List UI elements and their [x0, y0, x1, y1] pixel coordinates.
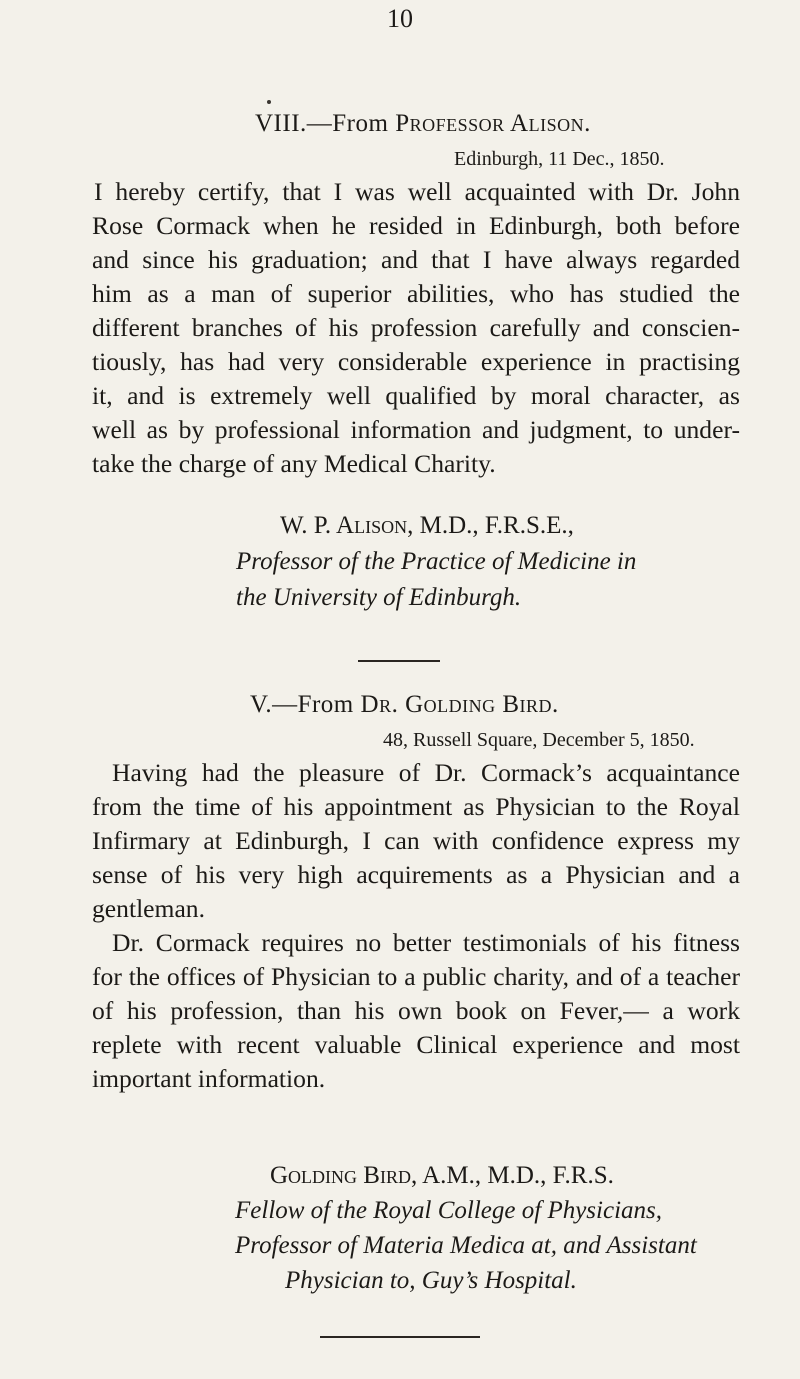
signature-alison: W. P. Alison, M.D., F.R.S.E., [280, 512, 574, 539]
letter-body-bird [92, 756, 740, 1096]
text-line: Having had the pleasure of Dr. Cormack’s acquaintance [112, 758, 740, 787]
page-number: 10 [387, 4, 413, 33]
text-line: him as a man of superior abilities, who has studied the [92, 279, 740, 308]
text-line: important information. [92, 1064, 326, 1093]
text-line: different branches of his profession carefully and conscien- [92, 313, 740, 342]
text-line: tiously, has had very considerable experience in practising [92, 347, 740, 376]
heading-prefix: VIII.—From [255, 110, 396, 137]
text-line: for the offices of Physician to a public charity, and of a teacher [92, 962, 740, 991]
dateline-bird: 48, Russell Square, December 5, 1850. [383, 729, 695, 751]
dateline-alison: Edinburgh, 11 Dec., 1850. [454, 148, 665, 170]
text-line: Rose Cormack when he resided in Edinburgh, both before [92, 211, 740, 240]
title-line-alison-1: Professor of the Practice of Medicine in [236, 548, 637, 575]
title-line-bird-1: Fellow of the Royal College of Physicians, [235, 1197, 663, 1224]
letter-heading-alison [255, 110, 591, 138]
text-line: it, and is extremely well qualified by moral character, as [92, 381, 740, 410]
signature-bird: Golding Bird, A.M., M.D., F.R.S. [270, 1162, 614, 1189]
text-line: sense of his very high acquirements as a Physician and a [92, 860, 740, 889]
text-line: well as by professional information and judgment, to under- [92, 415, 740, 444]
text-line: gentleman. [92, 894, 205, 923]
letter-heading-bird [250, 691, 559, 719]
text-line: replete with recent valuable Clinical experience and most [92, 1030, 740, 1059]
heading-name: Dr. Golding Bird. [360, 691, 559, 718]
text-line: Dr. Cormack requires no better testimonials of his fitness [112, 928, 740, 957]
title-line-alison-2: the University of Edinburgh. [236, 584, 522, 611]
text-line: and since his graduation; and that I have always regarded [92, 245, 740, 274]
ink-speck [267, 100, 271, 104]
text-line: I hereby certify, that I was well acquainted with Dr. John [94, 177, 740, 206]
end-rule [320, 1336, 480, 1338]
section-divider [358, 660, 440, 662]
text-line: from the time of his appointment as Physician to the Royal [92, 792, 740, 821]
text-line: Infirmary at Edinburgh, I can with confidence express my [92, 826, 740, 855]
heading-prefix: V.—From [250, 691, 361, 718]
text-line: of his profession, than his own book on Fever,— a work [92, 996, 740, 1025]
title-line-bird-2: Professor of Materia Medica at, and Assistant [235, 1232, 697, 1259]
text-line: take the charge of any Medical Charity. [92, 449, 496, 478]
title-line-bird-3: Physician to, Guy’s Hospital. [285, 1267, 577, 1294]
heading-name: Professor Alison. [395, 110, 591, 137]
letter-body-alison [92, 175, 740, 481]
